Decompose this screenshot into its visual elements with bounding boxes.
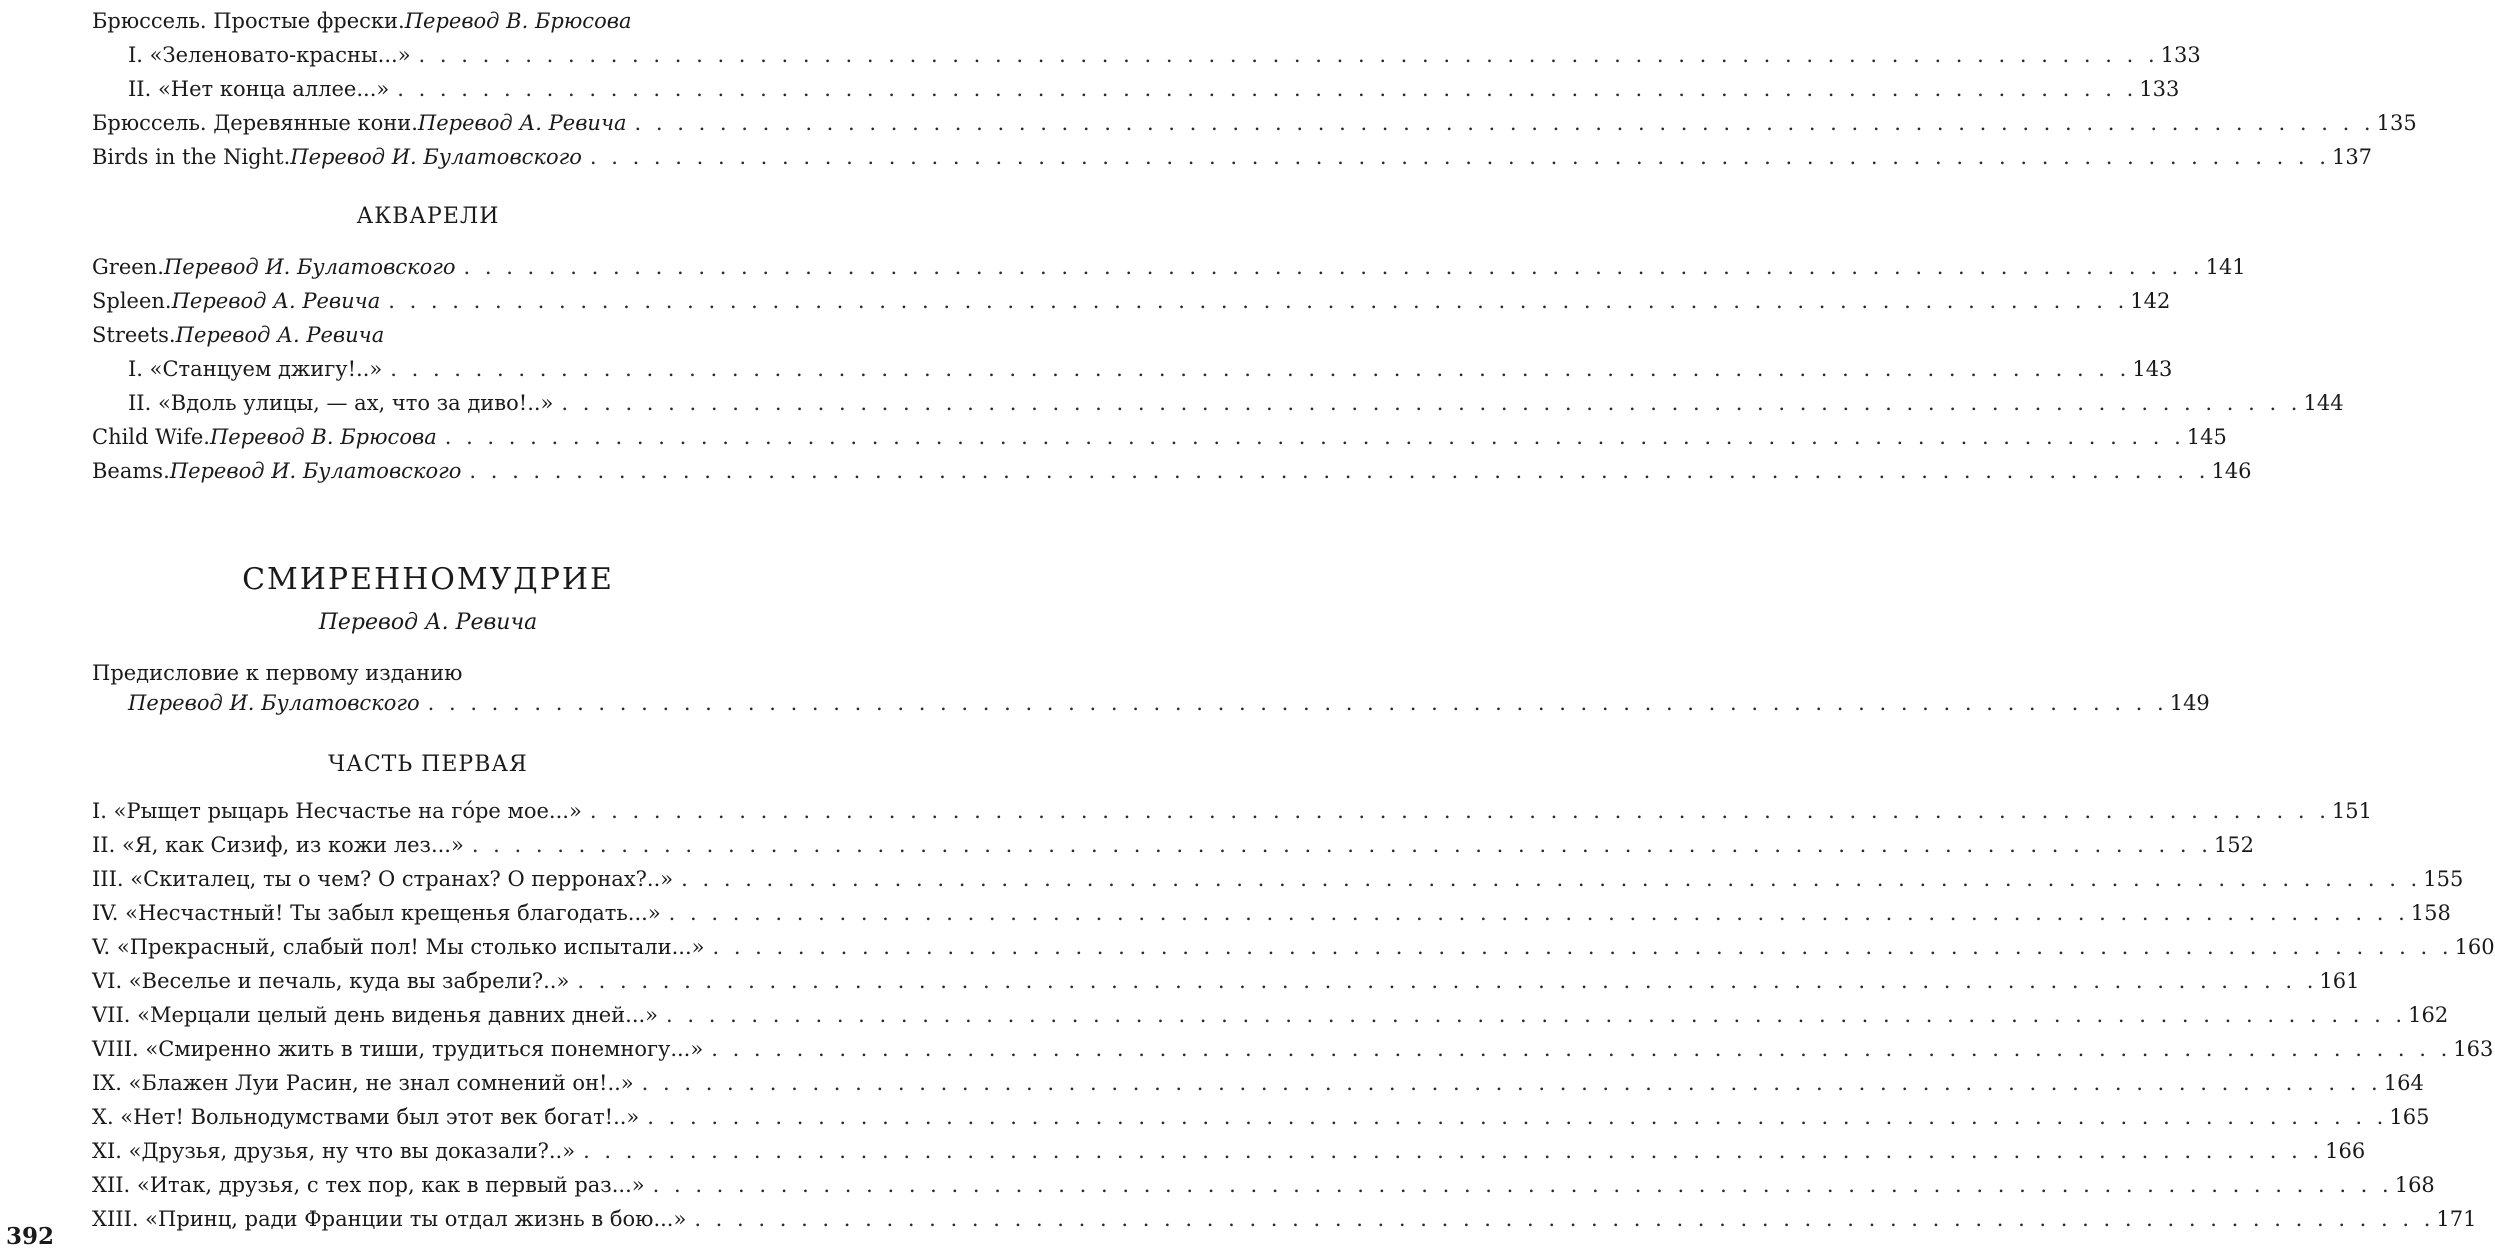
dot-leader: . . . . . . . . . . . . . . . . . . . . . . . . . . . . . . . . . . . . . . . . . . . . . . . . . . . . . . . . . . . . . . . . . . . . . . . . . . . . . . . . . .	[641, 1071, 2382, 1095]
entry-translator: Перевод И. Булатовского	[290, 145, 582, 169]
dot-leader: . . . . . . . . . . . . . . . . . . . . . . . . . . . . . . . . . . . . . . . . . . . . . . . . . . . . . . . . . . . . . . . . . . . . . . . . . . . . . . . . . .	[589, 145, 2330, 169]
toc-entry	[92, 248, 2246, 282]
entry-title: VI. «Веселье и печаль, куда вы забрели?..»	[92, 969, 570, 993]
entry-translator: Перевод И. Булатовского	[128, 691, 420, 715]
book-title: СМИРЕННОМУДРИЕ	[242, 562, 614, 597]
entry-page: 141	[2205, 255, 2246, 279]
entry-translator: Перевод В. Брюсова	[209, 425, 437, 449]
entry-title: I. «Зеленовато-красны...»	[128, 43, 411, 67]
entry-title: XIII. «Принц, ради Франции ты отдал жизнь в бою...»	[92, 1207, 687, 1231]
entry-page: 137	[2331, 145, 2373, 169]
toc-entry	[92, 138, 2373, 172]
dot-leader: . . . . . . . . . . . . . . . . . . . . . . . . . . . . . . . . . . . . . . . . . . . . . . . . . . . . . . . . . . . . . . . . . . . . . . . . . . . . . . . . . .	[681, 867, 2422, 891]
entry-page: 152	[2213, 833, 2254, 857]
toc-entry	[92, 1200, 2477, 1234]
section-heading-aquarelles: АКВАРЕЛИ	[356, 204, 500, 229]
entry-title: I. «Рыщет рыцарь Несчастье на го́ре мое...»	[92, 799, 582, 823]
dot-leader: . . . . . . . . . . . . . . . . . . . . . . . . . . . . . . . . . . . . . . . . . . . . . . . . . . . . . . . . . . . . . . . . . . . . . . . . . . . . . . . . . .	[388, 289, 2129, 313]
entry-translator: Перевод В. Брюсова	[404, 9, 632, 33]
entry-page: 149	[2169, 691, 2210, 715]
entry-title: Beams.	[92, 459, 170, 483]
entry-title: X. «Нет! Вольнодумствами был этот век богат!..»	[92, 1105, 640, 1129]
entry-page: 133	[2160, 43, 2201, 67]
entry-title: VII. «Мерцали целый день виденья давних дней...»	[92, 1003, 659, 1027]
toc-entry	[92, 104, 2417, 138]
entry-title: II. «Нет конца аллее...»	[128, 77, 390, 101]
toc-entry	[92, 996, 2449, 1030]
toc-entry-streets	[92, 316, 851, 350]
entry-page: 162	[2408, 1003, 2449, 1027]
toc-entry	[92, 1166, 2435, 1200]
entry-translator: Перевод А. Ревича	[417, 111, 627, 135]
entry-translator: Перевод А. Ревича	[171, 289, 381, 313]
dot-leader: . . . . . . . . . . . . . . . . . . . . . . . . . . . . . . . . . . . . . . . . . . . . . . . . . . . . . . . . . . . . . . . . . . . . . . . . . . . . . . . . . .	[711, 1037, 2452, 1061]
entry-title: V. «Прекрасный, слабый пол! Мы столько испытали...»	[92, 935, 705, 959]
entry-title: XI. «Друзья, друзья, ну что вы доказали?..»	[92, 1139, 576, 1163]
entry-page: 151	[2331, 799, 2372, 823]
entry-title: IX. «Блажен Луи Расин, не знал сомнений он!..»	[92, 1071, 634, 1095]
dot-leader: . . . . . . . . . . . . . . . . . . . . . . . . . . . . . . . . . . . . . . . . . . . . . . . . . . . . . . . . . . . . . . . . . . . . . . . . . . . . . . . . . .	[647, 1105, 2388, 1129]
entry-page: 160	[2454, 935, 2495, 959]
toc-entry	[92, 894, 2451, 928]
dot-leader: . . . . . . . . . . . . . . . . . . . . . . . . . . . . . . . . . . . . . . . . . . . . . . . . . . . . . . . . . . . . . . . . . . . . . . . . . . . . . . . . . .	[666, 1003, 2407, 1027]
dot-leader: . . . . . . . . . . . . . . . . . . . . . . . . . . . . . . . . . . . . . . . . . . . . . . . . . . . . . . . . . . . . . . . . . . . . . . . . . . . . . . . . . .	[427, 691, 2168, 715]
book-translator: Перевод А. Ревича	[318, 610, 538, 635]
toc-entry	[92, 928, 2495, 962]
toc-entry	[128, 70, 2180, 104]
dot-leader: . . . . . . . . . . . . . . . . . . . . . . . . . . . . . . . . . . . . . . . . . . . . . . . . . . . . . . . . . . . . . . . . . . . . . . . . . . . . . . . . . .	[583, 1139, 2324, 1163]
dot-leader: . . . . . . . . . . . . . . . . . . . . . . . . . . . . . . . . . . . . . . . . . . . . . . . . . . . . . . . . . . . . . . . . . . . . . . . . . . . . . . . . . .	[577, 969, 2318, 993]
toc-entry	[92, 1132, 2366, 1166]
dot-leader: . . . . . . . . . . . . . . . . . . . . . . . . . . . . . . . . . . . . . . . . . . . . . . . . . . . . . . . . . . . . . . . . . . . . . . . . . . . . . . . . . .	[561, 391, 2302, 415]
dot-leader: . . . . . . . . . . . . . . . . . . . . . . . . . . . . . . . . . . . . . . . . . . . . . . . . . . . . . . . . . . . . . . . . . . . . . . . . . . . . . . . . . .	[397, 77, 2138, 101]
toc-entry	[92, 452, 2252, 486]
toc-entry	[92, 1030, 2494, 1064]
toc-entry	[92, 418, 2227, 452]
toc-entry-preface	[128, 684, 2210, 718]
entry-translator: Перевод И. Булатовского	[169, 459, 462, 483]
entry-title: Streets.	[92, 323, 176, 347]
dot-leader: . . . . . . . . . . . . . . . . . . . . . . . . . . . . . . . . . . . . . . . . . . . . . . . . . . . . . . . . . . . . . . . . . . . . . . . . . . . . . . . . . .	[652, 1173, 2393, 1197]
entry-page: 158	[2410, 901, 2451, 925]
entry-translator: Перевод И. Булатовского	[163, 255, 456, 279]
entry-page: 135	[2376, 111, 2417, 135]
toc-entry	[92, 860, 2464, 894]
entry-page: 155	[2423, 867, 2464, 891]
toc-entry	[92, 962, 2360, 996]
entry-page: 165	[2389, 1105, 2430, 1129]
toc-entry	[92, 282, 2171, 316]
entry-page: 161	[2319, 969, 2360, 993]
entry-translator: Перевод А. Ревича	[175, 323, 385, 347]
entry-page: 142	[2130, 289, 2171, 313]
toc-entry	[92, 1098, 2430, 1132]
dot-leader: . . . . . . . . . . . . . . . . . . . . . . . . . . . . . . . . . . . . . . . . . . . . . . . . . . . . . . . . . . . . . . . . . . . . . . . . . . . . . . . . . .	[418, 43, 2159, 67]
entry-title: I. «Станцуем джигу!..»	[128, 357, 383, 381]
dot-leader: . . . . . . . . . . . . . . . . . . . . . . . . . . . . . . . . . . . . . . . . . . . . . . . . . . . . . . . . . . . . . . . . . . . . . . . . . . . . . . . . . .	[668, 901, 2409, 925]
entry-page: 133	[2139, 77, 2180, 101]
entry-page: 171	[2436, 1207, 2477, 1231]
entry-page: 164	[2383, 1071, 2424, 1095]
entry-title: IV. «Несчастный! Ты забыл крещенья благодать...»	[92, 901, 661, 925]
entry-title: XII. «Итак, друзья, с тех пор, как в первый раз...»	[92, 1173, 645, 1197]
dot-leader: . . . . . . . . . . . . . . . . . . . . . . . . . . . . . . . . . . . . . . . . . . . . . . . . . . . . . . . . . . . . . . . . . . . . . . . . . . . . . . . . . .	[694, 1207, 2435, 1231]
toc-entry	[128, 384, 2344, 418]
section-heading-part-one: ЧАСТЬ ПЕРВАЯ	[328, 752, 528, 777]
dot-leader: . . . . . . . . . . . . . . . . . . . . . . . . . . . . . . . . . . . . . . . . . . . . . . . . . . . . . . . . . . . . . . . . . . . . . . . . . . . . . . . . . .	[471, 833, 2212, 857]
dot-leader: . . . . . . . . . . . . . . . . . . . . . . . . . . . . . . . . . . . . . . . . . . . . . . . . . . . . . . . . . . . . . . . . . . . . . . . . . . . . . . . . . .	[634, 111, 2375, 135]
entry-title: Брюссель. Деревянные кони.	[92, 111, 418, 135]
entry-title: Spleen.	[92, 289, 172, 313]
preface-title: Предисловие к первому изданию	[92, 661, 463, 685]
dot-leader: . . . . . . . . . . . . . . . . . . . . . . . . . . . . . . . . . . . . . . . . . . . . . . . . . . . . . . . . . . . . . . . . . . . . . . . . . . . . . . . . . .	[444, 425, 2185, 449]
entry-title: Брюссель. Простые фрески.	[92, 9, 405, 33]
entry-title: Green.	[92, 255, 164, 279]
dot-leader: . . . . . . . . . . . . . . . . . . . . . . . . . . . . . . . . . . . . . . . . . . . . . . . . . . . . . . . . . . . . . . . . . . . . . . . . . . . . . . . . . .	[712, 935, 2453, 959]
entry-page: 146	[2211, 459, 2252, 483]
entry-page: 163	[2453, 1037, 2494, 1061]
toc-entry	[92, 792, 2372, 826]
dot-leader: . . . . . . . . . . . . . . . . . . . . . . . . . . . . . . . . . . . . . . . . . . . . . . . . . . . . . . . . . . . . . . . . . . . . . . . . . . . . . . . . . .	[390, 357, 2131, 381]
dot-leader: . . . . . . . . . . . . . . . . . . . . . . . . . . . . . . . . . . . . . . . . . . . . . . . . . . . . . . . . . . . . . . . . . . . . . . . . . . . . . . . . . .	[469, 459, 2210, 483]
page-number: 392	[6, 1223, 55, 1250]
entry-title: II. «Вдоль улицы, — ах, что за диво!..»	[128, 391, 554, 415]
entry-title: II. «Я, как Сизиф, из кожи лез...»	[92, 833, 464, 857]
dot-leader: . . . . . . . . . . . . . . . . . . . . . . . . . . . . . . . . . . . . . . . . . . . . . . . . . . . . . . . . . . . . . . . . . . . . . . . . . . . . . . . . . .	[589, 799, 2330, 823]
toc-entry	[92, 1064, 2424, 1098]
entry-title: Birds in the Night.	[92, 145, 291, 169]
dot-leader: . . . . . . . . . . . . . . . . . . . . . . . . . . . . . . . . . . . . . . . . . . . . . . . . . . . . . . . . . . . . . . . . . . . . . . . . . . . . . . . . . .	[463, 255, 2204, 279]
entry-page: 143	[2132, 357, 2173, 381]
entry-page: 144	[2303, 391, 2344, 415]
entry-title: Child Wife.	[92, 425, 210, 449]
toc-entry	[92, 826, 2254, 860]
toc-entry-brussels-frescoes	[92, 2, 851, 36]
entry-title: VIII. «Смиренно жить в тиши, трудиться понемногу...»	[92, 1037, 704, 1061]
entry-page: 145	[2186, 425, 2227, 449]
entry-page: 166	[2325, 1139, 2366, 1163]
toc-entry	[128, 36, 2201, 70]
entry-page: 168	[2394, 1173, 2435, 1197]
toc-entry	[128, 350, 2173, 384]
entry-title: III. «Скиталец, ты о чем? О странах? О перронах?..»	[92, 867, 674, 891]
